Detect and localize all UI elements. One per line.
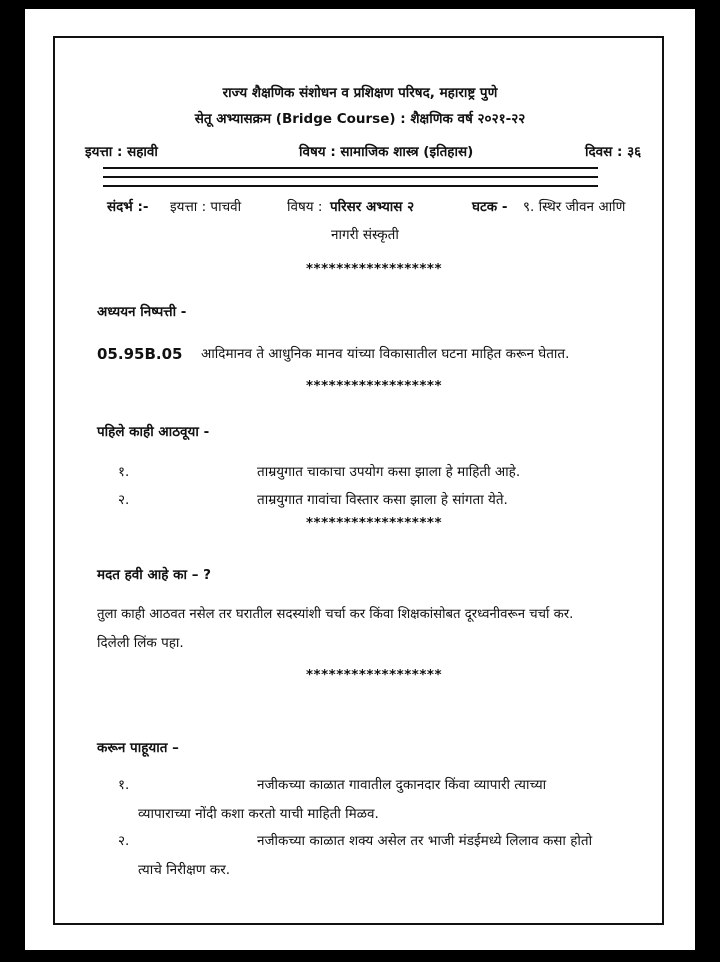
separator-2: ****************** (305, 378, 443, 394)
day-label: दिवस : ३६ (585, 144, 642, 160)
recall-item-1-text: ताम्रयुगात चाकाचा उपयोग कसा झाला हे माहिती आहे. (257, 464, 521, 480)
separator-1: ****************** (305, 261, 443, 277)
outcome-text: आदिमानव ते आधुनिक मानव यांच्या विकासातील घटना माहित करून घेतात. (201, 346, 570, 362)
help-text-line-1: तुला काही आठवत नसेल तर घरातील सदस्यांशी चर्चा कर किंवा शिक्षकांसोबत दूरध्वनीवरून चर्चा कर. (97, 607, 574, 622)
double-rule-bottom (103, 176, 598, 187)
activity-heading: करून पाहूयात – (97, 740, 179, 756)
recall-item-2-num: २. (118, 492, 130, 508)
page-sheet (25, 9, 695, 950)
help-heading: मदत हवी आहे का – ? (97, 567, 212, 583)
recall-item-2-text: ताम्रयुगात गावांचा विस्तार कसा झाला हे सांगता येते. (257, 492, 508, 508)
outcome-code: 05.95B.05 (97, 345, 183, 363)
help-text-line-2: दिलेली लिंक पहा. (97, 635, 184, 651)
reference-subject-label: विषय : (287, 199, 323, 215)
reference-label: संदर्भ :- (107, 199, 149, 215)
reference-unit-value: ९. स्थिर जीवन आणि (523, 199, 626, 215)
subject-label: विषय : सामाजिक शास्त्र (इतिहास) (299, 144, 474, 160)
activity-item-2-line-2: त्याचे निरीक्षण कर. (138, 862, 231, 878)
recall-item-1-num: १. (118, 464, 130, 480)
activity-item-1-num: १. (118, 777, 130, 793)
org-title: राज्य शैक्षणिक संशोधन व प्रशिक्षण परिषद, महाराष्ट्र पुणे (222, 85, 498, 101)
reference-unit-label: घटक - (472, 199, 508, 215)
class-label: इयत्ता : सहावी (85, 144, 158, 160)
activity-item-1-line-1: नजीकच्या काळात गावातील दुकानदार किंवा व्यापारी त्याच्या (257, 777, 547, 793)
reference-subject-value: परिसर अभ्यास २ (330, 199, 415, 215)
reference-unit-value-2: नागरी संस्कृती (331, 227, 399, 243)
course-title: सेतू अभ्यासक्रम (Bridge Course) : शैक्षणिक वर्ष २०२१-२२ (194, 111, 526, 127)
activity-item-1-line-2: व्यापाराच्या नोंदी कशा करतो याची माहिती मिळव. (138, 806, 379, 822)
activity-item-2-num: २. (118, 833, 130, 849)
reference-class: इयत्ता : पाचवी (170, 199, 242, 215)
recall-heading: पहिले काही आठवूया - (97, 424, 210, 440)
separator-3: ****************** (305, 515, 443, 531)
separator-4: ****************** (305, 667, 443, 683)
activity-item-2-line-1: नजीकच्या काळात शक्य असेल तर भाजी मंडईमध्ये लिलाव कसा होतो (257, 833, 593, 849)
outcome-heading: अध्ययन निष्पत्ती - (97, 304, 187, 320)
